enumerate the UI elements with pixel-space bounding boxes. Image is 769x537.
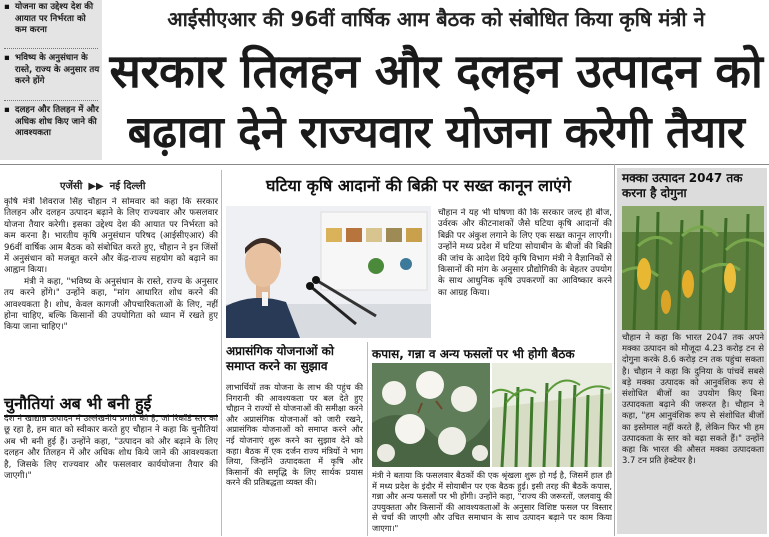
subheading-crop-meetings: कपास, गन्ना व अन्य फसलों पर भी होगी बैठक [372, 347, 575, 361]
main-story-paragraph-2: मंत्री ने कहा, "भविष्य के अनुसंधान के रास्ते, राज्य के अनुसार तय करने होंगे।" उन्होंने कहा, "मांग आधारित शोध करने की आवश्यकता है। शोध, केवल कागजी औपचारिकताओं के लिए, नहीं होना चाहिए, बल्कि किसानों की उपयोगिता को ध्यान में रखते हुए किया जाना चाहिए।" [4, 276, 218, 333]
main-headline-line-2: बढ़ावा देने राज्यवार योजना करेगी तैयार [127, 107, 745, 158]
main-story-body [4, 197, 218, 389]
summary-bullets-box [0, 0, 102, 160]
strict-law-body: चौहान ने यह भी घोषणा की कि सरकार जल्द ही बीज, उर्वरक और कीटनाशकों जैसे घटिया कृषि आदानों की बिक्री पर अंकुश लगाने के लिए एक सख्त कानून लाएगी। उन्होंने मध्य प्रदेश में घटिया सोयाबीन के बीजों की बिक्री की जांच के आदेश दिये कृषि विभाग मंत्री ने वैज्ञानिकों से किसानों की मांग के अनुसार प्रौद्योगिकी के बेहतर उपयोग के साथ आधुनिक कृषि उपकरणों का आविष्कार करने का आग्रह किया। [438, 208, 612, 298]
sidebar-headline: मक्का उत्पादन 2047 तक करना है दोगुना [622, 171, 743, 200]
cotton-photo [372, 363, 490, 467]
sugarcane-photo [492, 363, 612, 467]
dateline-agency: एजेंसी [60, 181, 83, 192]
challenges-body: देश ने खाद्यान्न उत्पादन में उल्लेखनीय प्रगति की है, जो रिकॉर्ड स्तर को छू रहा है, हम बात को स्वीकार करते हुए चौहान ने कहा कि चुनौतियां अब भी बनी हुई हैं। उन्होंने कहा, "उत्पादन को और बढ़ाने के लिए दलहन और तिलहन में और अधिक शोध किये जाने की आवश्यकता है, जिसके लिए राज्यवार और फसलवार कार्ययोजना तैयार की जाएगी।" [4, 414, 218, 482]
bullet-divider [4, 48, 98, 49]
main-headline-line-1: सरकार तिलहन और दलहन उत्पादन को [109, 44, 763, 98]
subheading-irrelevant-schemes: अप्रासंगिक योजनाओं को समाप्त करने का सुझाव [226, 344, 334, 373]
bullet-item: ▪ योजना का उद्देश्य देश की आयात पर निर्भरता को कम करना [4, 2, 100, 37]
dateline-place: नई दिल्ली [109, 181, 146, 192]
column-divider [367, 342, 368, 536]
dateline [60, 178, 145, 192]
subheading-strict-law: घटिया कृषि आदानों की बिक्री पर सख्त कानून लाएंगे [265, 176, 572, 195]
subheading-challenges: चुनौतियां अब भी बनी हुई [4, 392, 218, 417]
schemes-body: लाभार्थियों तक योजना के लाभ की पहुंच की निगरानी की आवश्यकता पर बल देते हुए चौहान ने राज्यों से योजनाओं की समीक्षा करने और अप्रासंगिक योजनाओं को जारी रखने, अप्रासंगिक योजनाओं को समाप्त करने और नई योजनाएं शुरू करने का सुझाव देने को कहा। बैठक में एक दर्जन राज्य मंत्रियों ने भाग लिया, जिन्होंने उत्पादकता में कृषि और किसानों की समृद्धि के लिए सार्थक प्रयास करने की प्रतिबद्धता व्यक्त की। [226, 382, 363, 488]
crop-meetings-body: मंत्री ने बताया कि फसलवार बैठकों की एक श्रृंखला शुरू हो गई है, जिसमें हाल ही में मध्य प्रदेश के इंदौर में सोयाबीन पर एक बैठक हुई। इसी तरह की बैठकें कपास, गन्ना और अन्य फसलों पर भी होंगी। उन्होंने कहा, "राज्य की जरूरतों, जलवायु की उपयुक्तता और किसानों की आवश्यकताओं के अनुसार विशिष्ट फसल पर विस्तार से चर्चा की जाएगी और उचित समाधान के साथ उत्पादन बढ़ाने पर काम किया जाएगा।" [372, 470, 612, 533]
bullet-item: ▪ भविष्य के अनुसंधान के रास्ते, राज्य के अनुसार तय करने होंगे [4, 53, 100, 88]
main-story-paragraph-1: कृषि मंत्री शिवराज सिंह चौहान ने सोमवार को कहा कि सरकार तिलहन और दलहन उत्पादन बढ़ाने के लिए राज्यवार और फसलवार योजना तैयार करेगी। इसका उद्देश्य देश की आयात पर निर्भरता को कम करना है। भारतीय कृषि अनुसंधान परिषद (आईसीएआर) की 96वीं वार्षिक आम बैठक को संबोधित करते हुए, चौहान ने इन जिंसों में अनुसंधान को मजबूत करने और केंद्र-राज्य सहयोग को बढ़ाने का आह्वान किया। [4, 197, 218, 276]
horizontal-divider [0, 164, 769, 165]
column-divider [221, 170, 222, 536]
bullet-item: ▪ दलहन और तिलहन में और अधिक शोध किए जाने की आवश्यकता [4, 105, 100, 140]
minister-speaking-photo [226, 206, 431, 338]
kicker-headline: आईसीएआर की 96वीं वार्षिक आम बैठक को संबोधित किया कृषि मंत्री ने [167, 7, 705, 31]
bullet-divider [4, 100, 98, 101]
sidebar-body: चौहान ने कहा कि भारत 2047 तक अपने मक्का उत्पादन को मौजूदा 4.23 करोड़ टन से दोगुना करके 8.6 करोड़ टन तक पहुंचा सकता है। चौहान ने कहा कि दुनिया के पांचवें सबसे बड़े मक्का उत्पादक को आनुवंशिक रूप से संशोधित बीजों का उपयोग किए बिना उत्पादकता बढ़ाने की जरूरत है। चौहान ने कहा, "हम आनुवंशिक रूप से संशोधित बीजों का इस्तेमाल नहीं करते हैं, लेकिन फिर भी हम उत्पादकता के स्तर को बढ़ा सकते हैं।" उन्होंने कहा कि भारत की औसत मक्का उत्पादकता 3.7 टन प्रति हेक्टेयर है। [622, 332, 764, 466]
column-divider [614, 164, 615, 536]
dateline-arrow-icon: ▶▶ [88, 181, 104, 192]
maize-field-photo [622, 206, 764, 330]
